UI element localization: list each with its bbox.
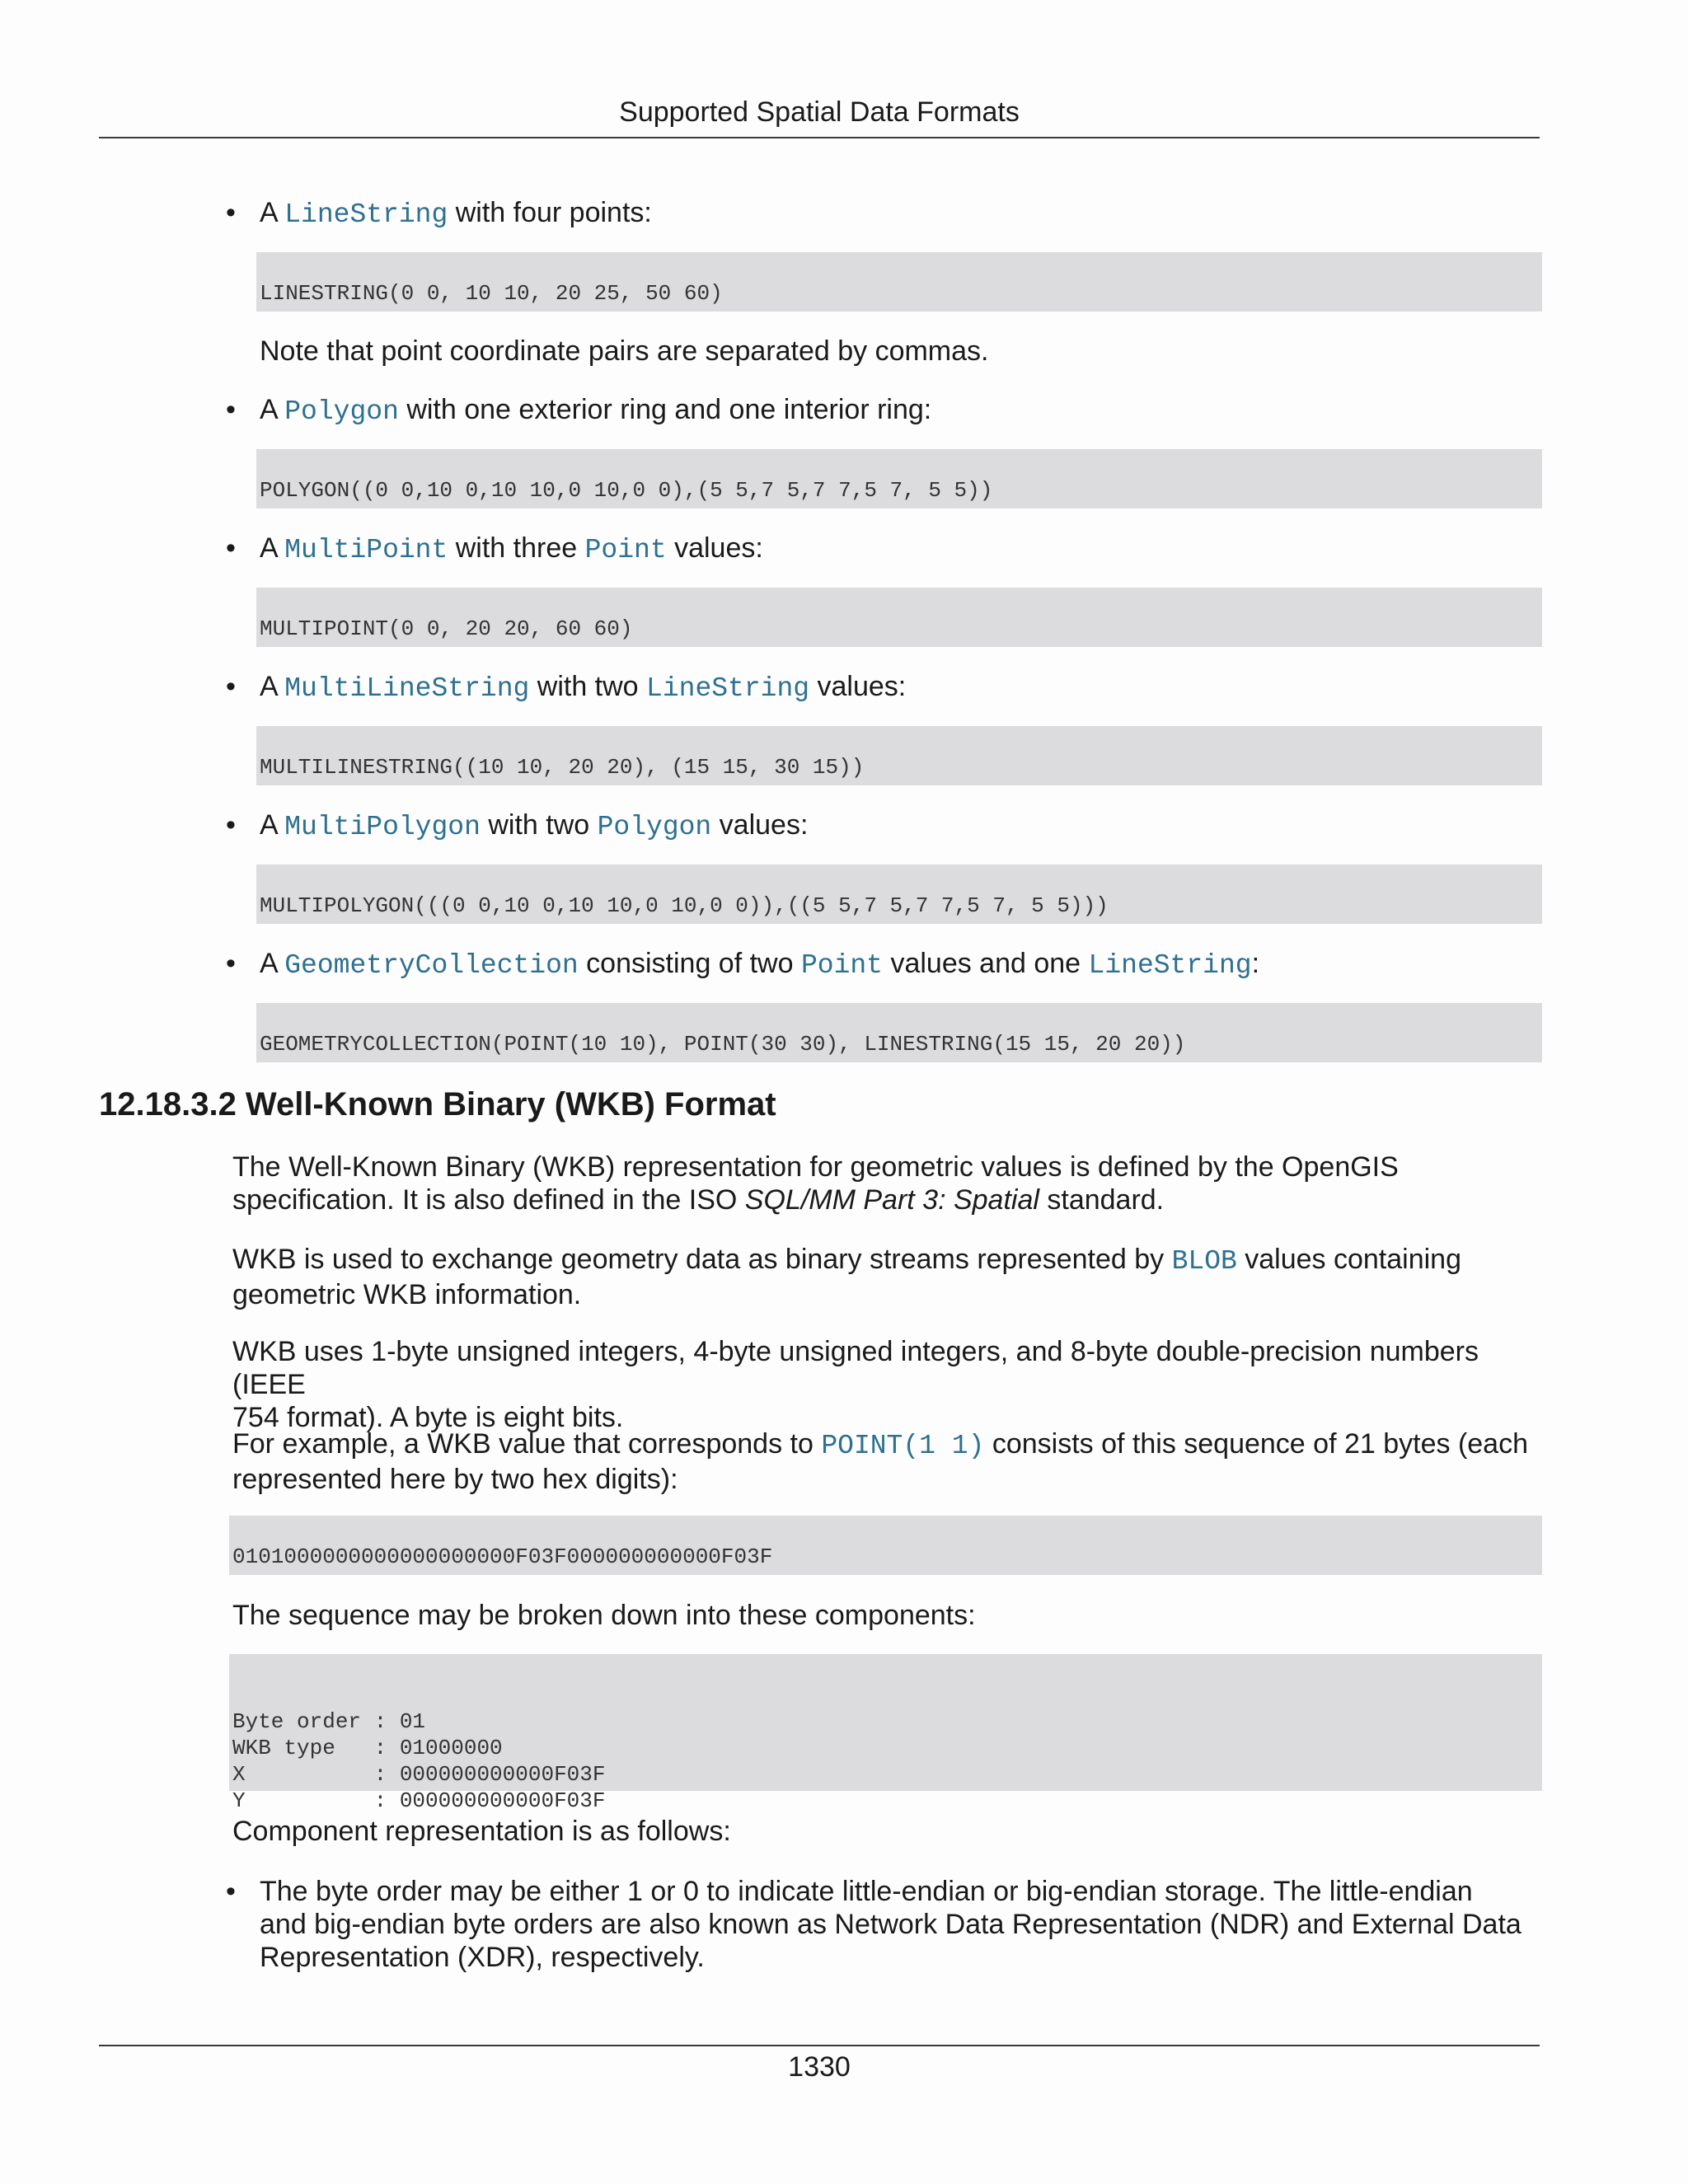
- linestring-link[interactable]: LineString: [284, 199, 448, 230]
- bullet-dot: •: [226, 394, 236, 425]
- multipoint-link[interactable]: MultiPoint: [284, 535, 448, 565]
- paragraph-line: WKB is used to exchange geometry data as binary streams represented by BLOB values containing: [232, 1244, 1461, 1277]
- paragraph-line: 754 format). A byte is eight bits.: [232, 1402, 624, 1433]
- paragraph-wkb-usage: [232, 1243, 1551, 1311]
- component-line: Y : 000000000000F03F: [232, 1788, 606, 1813]
- component-line: WKB type : 01000000: [232, 1736, 503, 1760]
- standard-title: SQL/MM Part 3: Spatial: [744, 1184, 1039, 1216]
- bullet-text: A MultiPolygon with two Polygon values:: [260, 809, 809, 842]
- bullet-text: A LineString with four points:: [260, 197, 652, 230]
- bullet-dot: •: [226, 948, 236, 979]
- note-commas: Note that point coordinate pairs are separated by commas.: [260, 335, 989, 367]
- paragraph-line: specification. It is also defined in the ISO SQL/MM Part 3: Spatial standard.: [232, 1184, 1165, 1216]
- point-example-link[interactable]: POINT(1 1): [821, 1431, 985, 1461]
- polygon-link[interactable]: Polygon: [284, 396, 399, 427]
- paragraph-wkb-example: [232, 1427, 1551, 1496]
- footer-rule: [99, 2045, 1540, 2046]
- page-number: 1330: [788, 2051, 851, 2083]
- code-multipolygon: MULTIPOLYGON(((0 0,10 0,10 10,0 10,0 0)),((5 5,7 5,7 7,5 7, 5 5))): [256, 865, 1542, 924]
- header-rule: [99, 137, 1540, 138]
- code-multilinestring: MULTILINESTRING((10 10, 20 20), (15 15, 30 15)): [256, 726, 1542, 785]
- component-line: X : 000000000000F03F: [232, 1762, 606, 1787]
- paragraph-line: WKB uses 1-byte unsigned integers, 4-byte unsigned integers, and 8-byte double-precision numbers (IEEE: [232, 1336, 1479, 1400]
- bullet-dot: •: [226, 1876, 236, 1907]
- component-line: Byte order : 01: [232, 1709, 426, 1734]
- bullet-text: A GeometryCollection consisting of two Point values and one LineString:: [260, 948, 1260, 981]
- paragraph-line: geometric WKB information.: [232, 1279, 582, 1310]
- bullet-text: A Polygon with one exterior ring and one interior ring:: [260, 394, 932, 427]
- bullet-text: A MultiLineString with two LineString values:: [260, 671, 907, 704]
- multipolygon-link[interactable]: MultiPolygon: [284, 812, 481, 842]
- code-components: [229, 1654, 1542, 1813]
- paragraph-components-intro: The sequence may be broken down into these components:: [232, 1600, 976, 1631]
- paragraph-representation: Component representation is as follows:: [232, 1816, 731, 1847]
- bullet-dot: •: [226, 809, 236, 841]
- bullet-line-text: Representation (XDR), respectively.: [260, 1942, 705, 1973]
- bullet-line-text: and big-endian byte orders are also known as Network Data Representation (NDR) and External Data: [260, 1909, 1522, 1940]
- point-link[interactable]: Point: [584, 535, 667, 565]
- bullet-dot: •: [226, 197, 236, 228]
- bullet-text: [260, 1875, 1522, 1974]
- polygon-link[interactable]: Polygon: [597, 812, 712, 842]
- code-geometrycollection: GEOMETRYCOLLECTION(POINT(10 10), POINT(30 30), LINESTRING(15 15, 20 20)): [256, 1003, 1542, 1062]
- paragraph-line: For example, a WKB value that corresponds to POINT(1 1) consists of this sequence of 21 bytes (each: [232, 1428, 1528, 1461]
- bullet-line-text: The byte order may be either 1 or 0 to indicate little-endian or big-endian storage. The little-endian: [260, 1876, 1473, 1907]
- point-link[interactable]: Point: [800, 950, 883, 981]
- running-header: Supported Spatial Data Formats: [619, 96, 1020, 128]
- paragraph-line: represented here by two hex digits):: [232, 1464, 678, 1495]
- bullet-text: A MultiPoint with three Point values:: [260, 532, 763, 565]
- code-polygon: POLYGON((0 0,10 0,10 10,0 10,0 0),(5 5,7 5,7 7,5 7, 5 5)): [256, 449, 1542, 509]
- paragraph-line: The Well-Known Binary (WKB) representation for geometric values is defined by the OpenGIS: [232, 1151, 1399, 1183]
- paragraph-wkb-types: [232, 1335, 1551, 1434]
- section-heading: 12.18.3.2 Well-Known Binary (WKB) Format: [99, 1086, 776, 1122]
- code-linestring: LINESTRING(0 0, 10 10, 20 25, 50 60): [256, 252, 1542, 312]
- blob-link[interactable]: BLOB: [1171, 1246, 1237, 1277]
- bullet-dot: •: [226, 532, 236, 564]
- code-hex-sequence: 0101000000000000000000F03F000000000000F03F: [229, 1516, 1542, 1575]
- geometrycollection-link[interactable]: GeometryCollection: [284, 950, 579, 981]
- paragraph-wkb-definition: [232, 1151, 1551, 1216]
- multilinestring-link[interactable]: MultiLineString: [284, 673, 530, 704]
- code-multipoint: MULTIPOINT(0 0, 20 20, 60 60): [256, 588, 1542, 647]
- linestring-link[interactable]: LineString: [1088, 950, 1252, 981]
- bullet-dot: •: [226, 671, 236, 702]
- linestring-link[interactable]: LineString: [646, 673, 810, 704]
